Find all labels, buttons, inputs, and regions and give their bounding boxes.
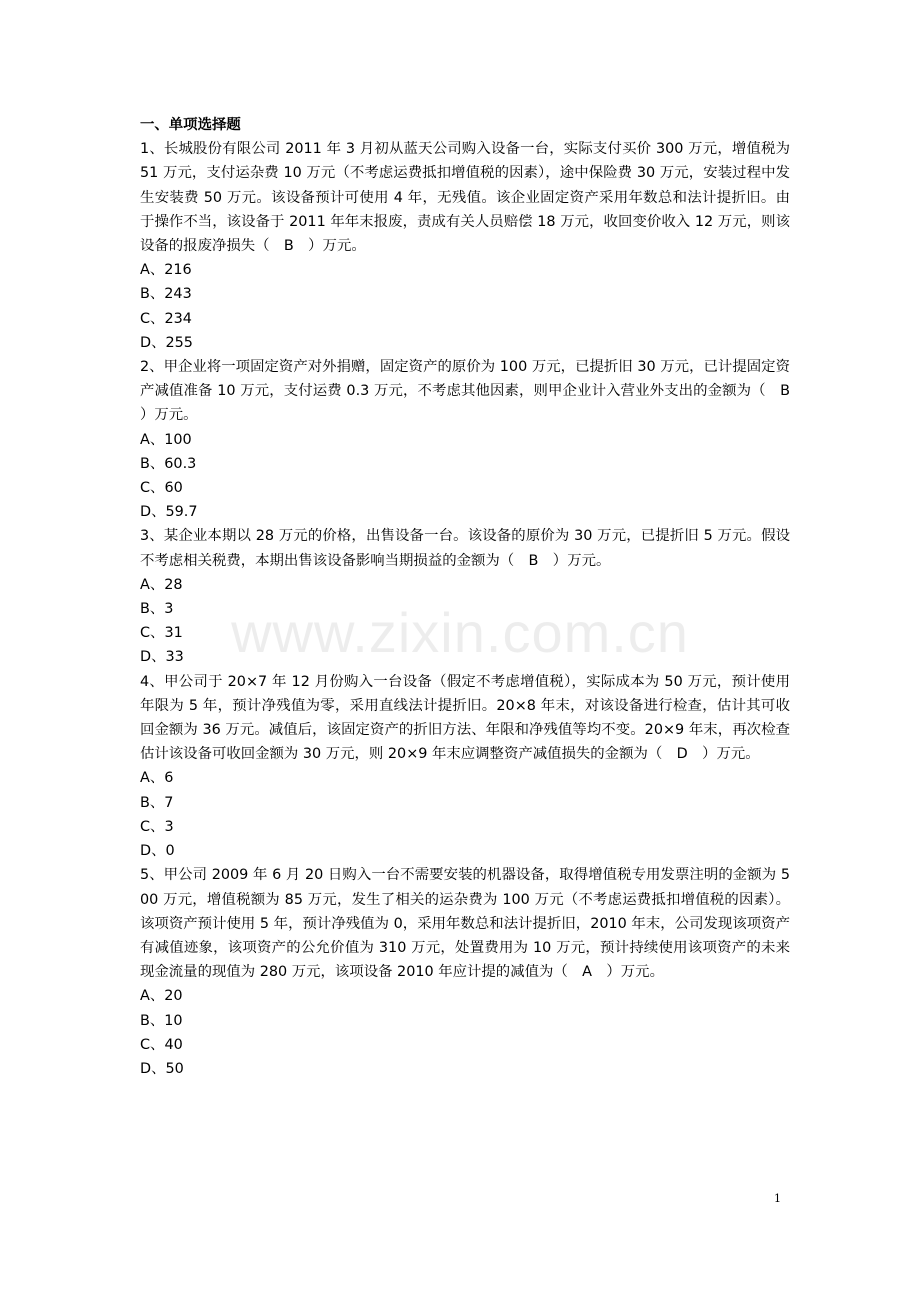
question-5 (140, 863, 790, 1081)
question-stem: 2、甲企业将一项固定资产对外捐赠，固定资产的原价为 100 万元，已提折旧 30 万元，已计提固定资产减值准备 10 万元，支付运费 0.3 万元，不考虑其他因素，则甲企业计入营业外支出的金额为（ B ）万元。 (140, 359, 805, 424)
option-b: B、7 (140, 794, 174, 811)
option-d: D、255 (140, 334, 193, 351)
option-c: C、60 (140, 480, 183, 497)
watermark: www.zixin.com.cn (231, 601, 689, 664)
option-b: B、3 (140, 601, 174, 618)
option-b: B、10 (140, 1012, 183, 1029)
question-stem: 5、甲公司 2009 年 6 月 20 日购入一台不需要安装的机器设备，取得增值税专用发票注明的金额为 500 万元，增值税额为 85 万元，发生了相关的运杂费为 100 万元（不考虑运费抵扣增值税的因素）。该项资产预计使用 5 年，预计净残值为 0，采用年数总和法计提折旧，2010 年末，公司发现该项资产有减值迹象，该项资产的公允价值为 310 万元，处置费用为 10 万元，预计持续使用该项资产的未来现金流量的现值为 280 万元，该项设备 2010 年应计提的减值为（ A ）万元。 (140, 867, 790, 981)
option-d: D、59.7 (140, 504, 198, 521)
option-a: A、100 (140, 431, 192, 448)
option-b: B、60.3 (140, 455, 197, 472)
option-a: A、28 (140, 576, 183, 593)
option-a: A、6 (140, 770, 174, 787)
question-3 (140, 524, 790, 669)
option-c: C、31 (140, 625, 183, 642)
question-2 (140, 355, 805, 524)
question-4 (140, 670, 790, 864)
document-body (140, 113, 805, 1081)
option-c: C、3 (140, 818, 174, 835)
option-c: C、234 (140, 310, 192, 327)
option-d: D、0 (140, 843, 175, 860)
option-a: A、216 (140, 262, 192, 279)
option-b: B、243 (140, 286, 192, 303)
option-d: D、50 (140, 1060, 184, 1077)
question-1 (140, 137, 790, 355)
question-stem: 4、甲公司于 20×7 年 12 月份购入一台设备（假定不考虑增值税），实际成本为 50 万元，预计使用年限为 5 年，预计净残值为零，采用直线法计提折旧。20×8 年末，对该设备进行检查，估计其可收回金额为 36 万元。减值后，该固定资产的折旧方法、年限和净残值等均不变。20×9 年末，再次检查估计该设备可收回金额为 30 万元，则 20×9 年末应调整资产减值损失的金额为（ D ）万元。 (140, 673, 790, 763)
option-a: A、20 (140, 988, 183, 1005)
section-title: 一、单项选择题 (140, 117, 241, 133)
page-number: 1 (774, 1192, 781, 1205)
option-d: D、33 (140, 649, 184, 666)
option-c: C、40 (140, 1036, 183, 1053)
question-stem: 3、某企业本期以 28 万元的价格，出售设备一台。该设备的原价为 30 万元，已提折旧 5 万元。假设不考虑相关税费，本期出售该设备影响当期损益的金额为（ B ）万元。 (140, 528, 790, 569)
question-stem: 1、长城股份有限公司 2011 年 3 月初从蓝天公司购入设备一台，实际支付买价 300 万元，增值税为 51 万元，支付运杂费 10 万元（不考虑运费抵扣增值税的因素），途中保险费 30 万元，安装过程中发生安装费 50 万元。该设备预计可使用 4 年，无残值。该企业固定资产采用年数总和法计提折旧。由于操作不当，该设备于 2011 年年末报废，责成有关人员赔偿 18 万元，收回变价收入 12 万元，则该设备的报废净损失（ B ）万元。 (140, 141, 790, 255)
